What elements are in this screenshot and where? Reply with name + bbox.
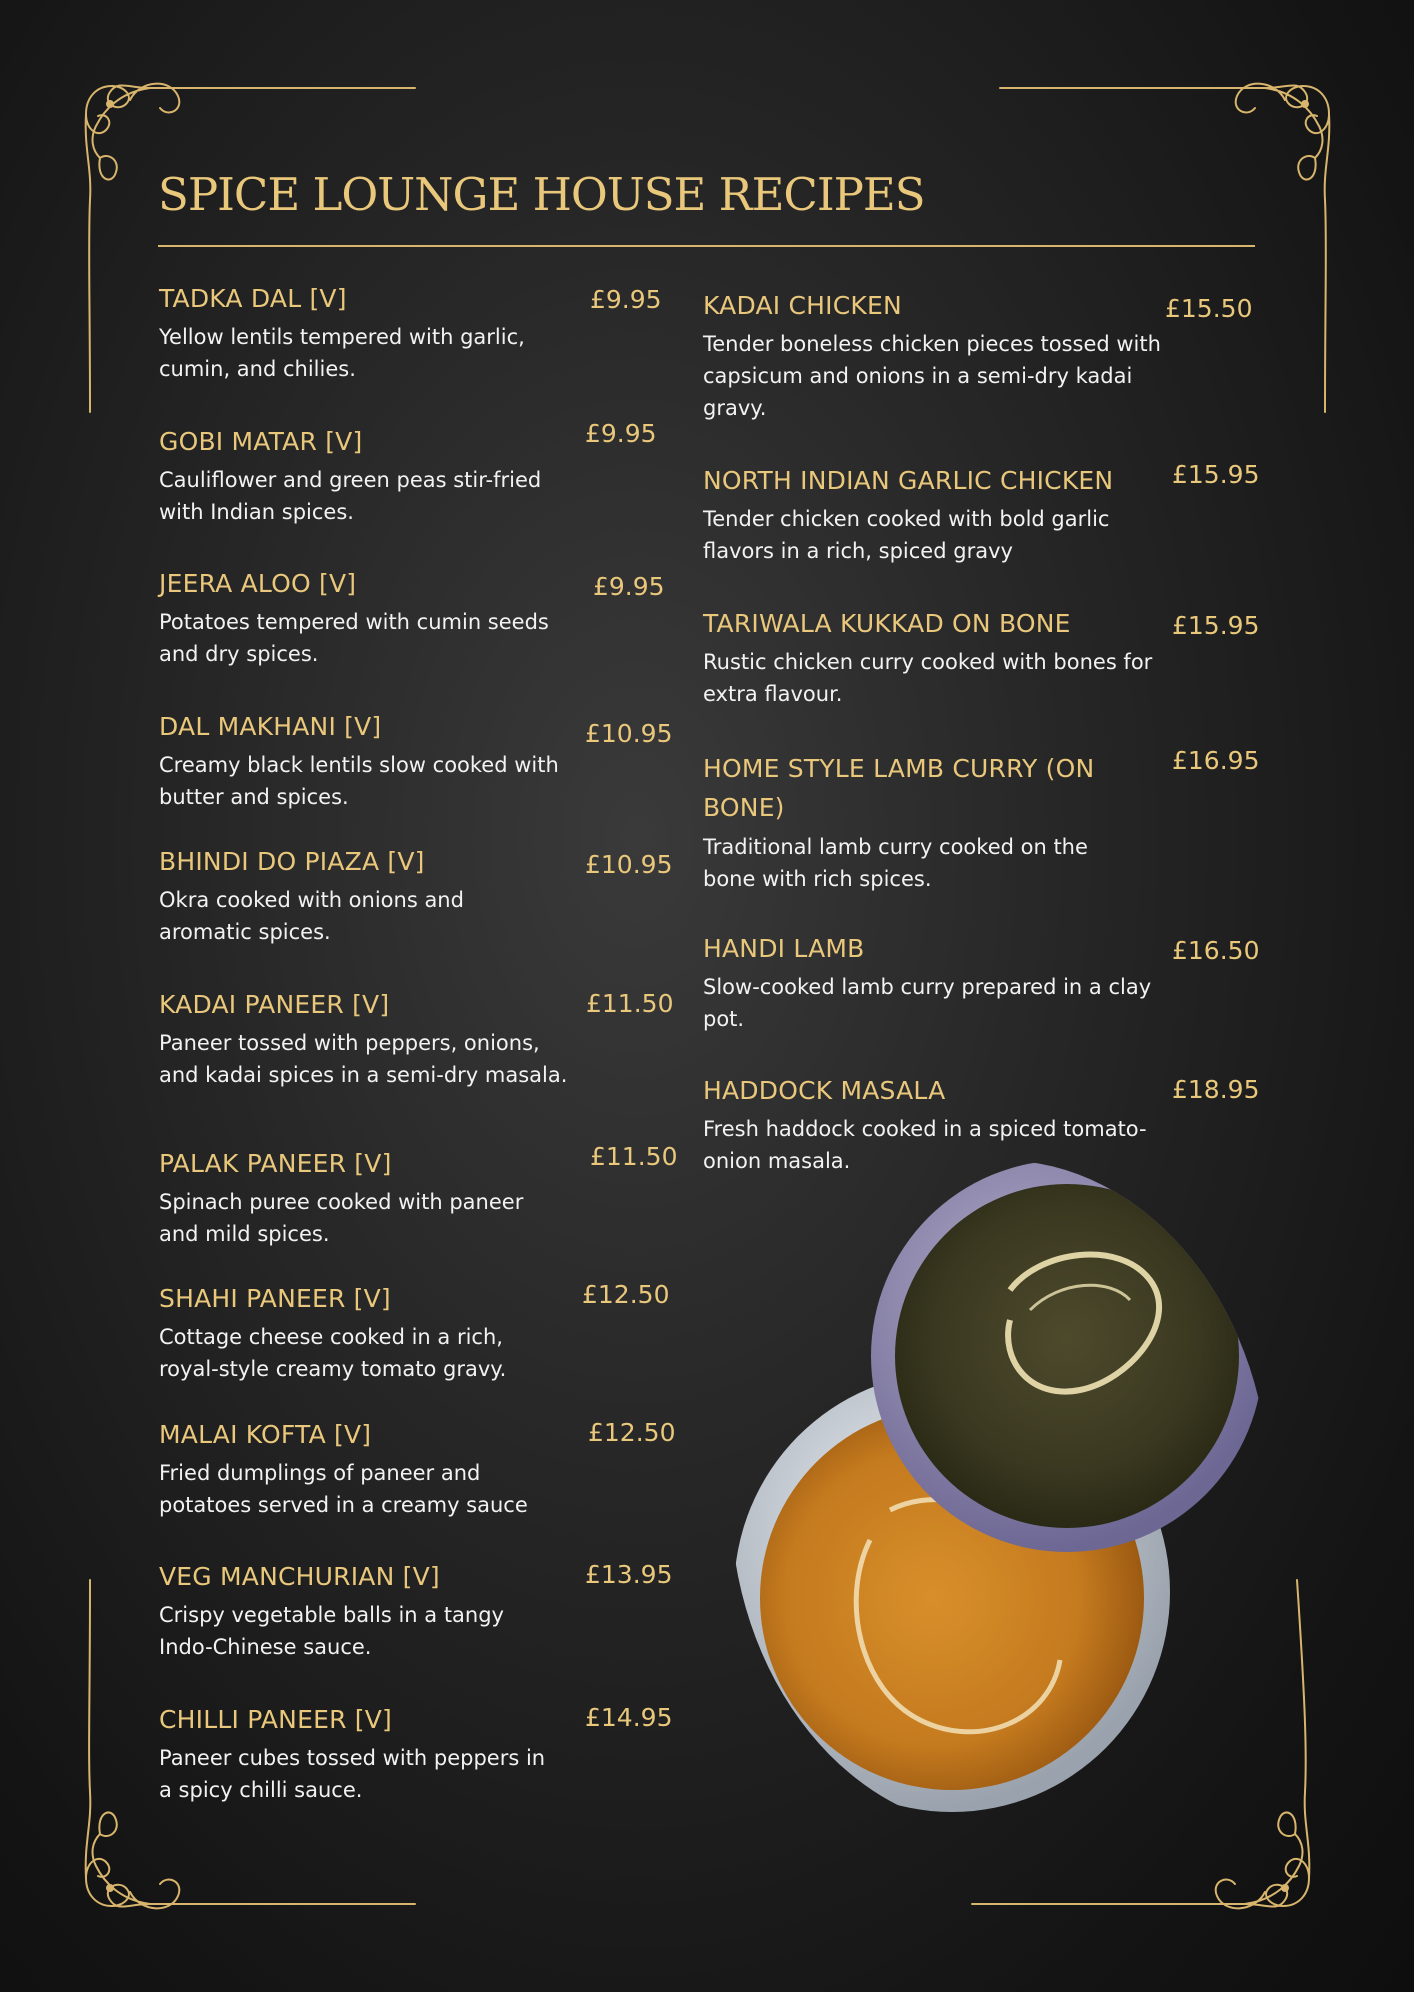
menu-item-price: £18.95 bbox=[1172, 1075, 1260, 1104]
menu-item-description: Okra cooked with onions and aromatic spices. bbox=[159, 888, 464, 944]
menu-item-price: £9.95 bbox=[590, 285, 662, 314]
menu-item-jeera-aloo bbox=[159, 566, 559, 670]
menu-item-description: Creamy black lentils slow cooked with butter and spices. bbox=[159, 753, 559, 809]
menu-item-description: Tender chicken cooked with bold garlic flavors in a rich, spiced gravy bbox=[703, 507, 1110, 563]
menu-item-price: £16.50 bbox=[1172, 936, 1260, 965]
menu-item-haddock-masala bbox=[703, 1073, 1163, 1177]
menu-item-price: £15.95 bbox=[1172, 611, 1260, 640]
menu-item-description: Crispy vegetable balls in a tangy Indo-Chinese sauce. bbox=[159, 1603, 504, 1659]
menu-item-price: £11.50 bbox=[590, 1142, 678, 1171]
menu-item-handi-lamb bbox=[703, 931, 1163, 1035]
menu-item-price: £12.50 bbox=[588, 1418, 676, 1447]
menu-item-tariwala-kukkad-on-bone bbox=[703, 606, 1163, 710]
menu-item-price: £12.50 bbox=[582, 1280, 670, 1309]
menu-item-name: KADAI PANEER [V] bbox=[159, 990, 390, 1019]
menu-item-tadka-dal bbox=[159, 281, 559, 385]
menu-item-kadai-chicken bbox=[703, 288, 1163, 424]
menu-title: SPICE LOUNGE HOUSE RECIPES bbox=[158, 168, 925, 221]
menu-item-name: MALAI KOFTA [V] bbox=[159, 1420, 372, 1449]
menu-item-description: Fresh haddock cooked in a spiced tomato-onion masala. bbox=[703, 1117, 1147, 1173]
menu-item-name: KADAI CHICKEN bbox=[703, 291, 902, 320]
menu-item-name: GOBI MATAR [V] bbox=[159, 427, 363, 456]
menu-item-name: PALAK PANEER [V] bbox=[159, 1149, 392, 1178]
menu-item-dal-makhani bbox=[159, 709, 559, 813]
menu-item-name: NORTH INDIAN GARLIC CHICKEN bbox=[703, 466, 1114, 495]
menu-item-description: Fried dumplings of paneer and potatoes served in a creamy sauce bbox=[159, 1461, 528, 1517]
menu-item-description: Rustic chicken curry cooked with bones for extra flavour. bbox=[703, 650, 1153, 706]
menu-item-description: Traditional lamb curry cooked on the bone with rich spices. bbox=[703, 835, 1088, 891]
menu-item-price: £15.50 bbox=[1165, 294, 1253, 323]
menu-item-price: £15.95 bbox=[1172, 460, 1260, 489]
menu-item-name: HADDOCK MASALA bbox=[703, 1076, 946, 1105]
menu-item-description: Paneer tossed with peppers, onions, and kadai spices in a semi-dry masala. bbox=[159, 1031, 568, 1087]
menu-item-name: TADKA DAL [V] bbox=[159, 284, 347, 313]
menu-item-description: Spinach puree cooked with paneer and mild spices. bbox=[159, 1190, 524, 1246]
menu-item-description: Paneer cubes tossed with peppers in a spicy chilli sauce. bbox=[159, 1746, 546, 1802]
menu-item-shahi-paneer bbox=[159, 1281, 559, 1385]
menu-item-description: Potatoes tempered with cumin seeds and dry spices. bbox=[159, 610, 549, 666]
menu-item-price: £9.95 bbox=[585, 419, 657, 448]
menu-item-name: HOME STYLE LAMB CURRY (ON BONE) bbox=[703, 754, 1095, 822]
menu-item-price: £13.95 bbox=[585, 1560, 673, 1589]
curry-bowls-photo bbox=[730, 1160, 1270, 1830]
menu-item-name: HANDI LAMB bbox=[703, 934, 865, 963]
menu-item-name: TARIWALA KUKKAD ON BONE bbox=[703, 609, 1071, 638]
menu-item-name: VEG MANCHURIAN [V] bbox=[159, 1562, 440, 1591]
menu-item-price: £10.95 bbox=[585, 719, 673, 748]
menu-item-price: £14.95 bbox=[585, 1703, 673, 1732]
menu-item-price: £10.95 bbox=[585, 850, 673, 879]
menu-item-price: £16.95 bbox=[1172, 746, 1260, 775]
menu-item-name: JEERA ALOO [V] bbox=[159, 569, 357, 598]
menu-item-palak-paneer bbox=[159, 1146, 559, 1250]
menu-item-chilli-paneer bbox=[159, 1702, 559, 1806]
menu-item-name: SHAHI PANEER [V] bbox=[159, 1284, 391, 1313]
menu-item-price: £11.50 bbox=[586, 989, 674, 1018]
menu-item-description: Slow-cooked lamb curry prepared in a clay pot. bbox=[703, 975, 1152, 1031]
menu-item-home-style-lamb-curry bbox=[703, 749, 1143, 895]
menu-item-description: Yellow lentils tempered with garlic, cumin, and chilies. bbox=[159, 325, 525, 381]
menu-item-name: CHILLI PANEER [V] bbox=[159, 1705, 393, 1734]
menu-item-price: £9.95 bbox=[593, 572, 665, 601]
menu-item-description: Cauliflower and green peas stir-fried with Indian spices. bbox=[159, 468, 542, 524]
menu-item-north-indian-garlic-chicken bbox=[703, 463, 1163, 567]
menu-item-description: Cottage cheese cooked in a rich, royal-style creamy tomato gravy. bbox=[159, 1325, 507, 1381]
menu-item-kadai-paneer bbox=[159, 987, 569, 1091]
menu-item-description: Tender boneless chicken pieces tossed with capsicum and onions in a semi-dry kadai gravy. bbox=[703, 332, 1161, 420]
menu-item-veg-manchurian bbox=[159, 1559, 559, 1663]
menu-item-malai-kofta bbox=[159, 1417, 559, 1521]
menu-item-bhindi-do-piaza bbox=[159, 844, 559, 948]
menu-item-gobi-matar bbox=[159, 424, 559, 528]
menu-item-name: DAL MAKHANI [V] bbox=[159, 712, 382, 741]
menu-item-name: BHINDI DO PIAZA [V] bbox=[159, 847, 425, 876]
title-divider bbox=[158, 245, 1255, 247]
